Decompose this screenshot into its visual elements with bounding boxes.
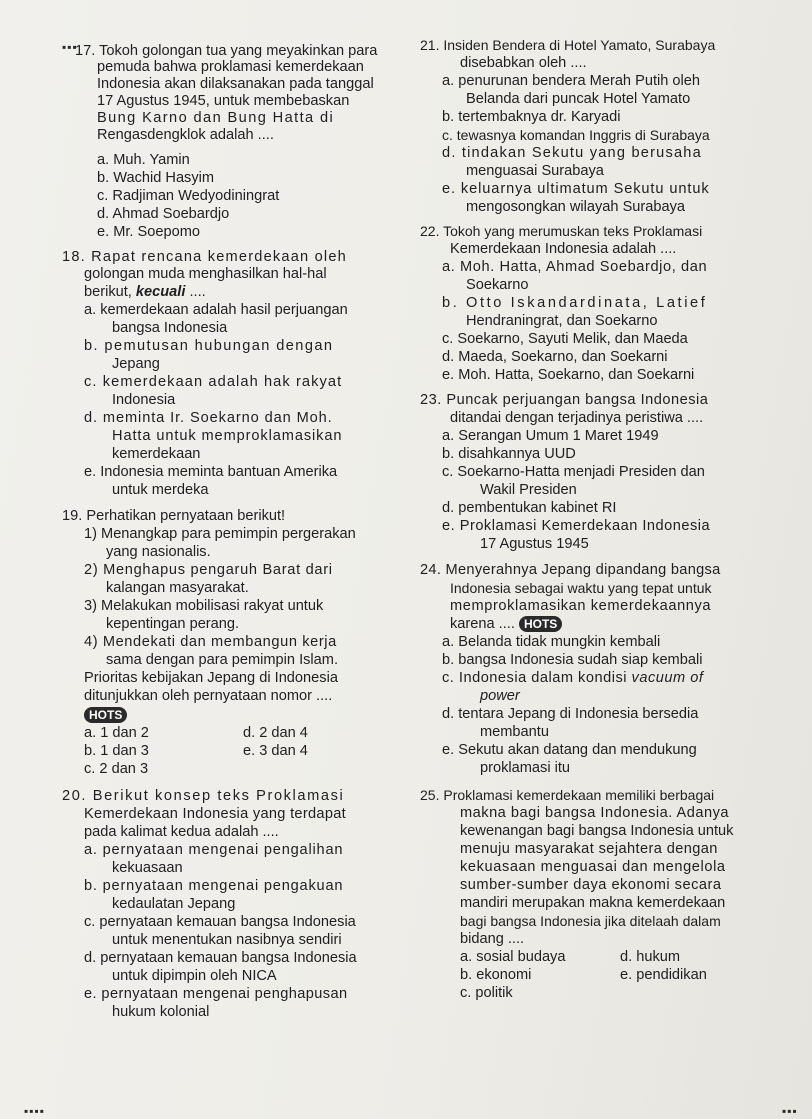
q24-stem-end: karena .... xyxy=(450,616,515,632)
q19-option[interactable]: c. 2 dan 3 xyxy=(84,761,149,777)
q19-option[interactable]: a. 1 dan 2 xyxy=(84,725,149,741)
q17-stem-line: 17 Agustus 1945, untuk membebaskan xyxy=(97,93,350,109)
q19-stem-line: 3) Melakukan mobilisasi rakyat untuk xyxy=(84,598,324,614)
q20-option-cont: kedaulatan Jepang xyxy=(112,896,236,912)
q21-option[interactable]: e. keluarnya ultimatum Sekutu untuk xyxy=(442,181,710,197)
q17-stem-line: Indonesia akan dilaksanakan pada tanggal xyxy=(97,76,374,92)
q18-option-cont: Jepang xyxy=(112,356,160,372)
q19-stem-line: 4) Mendekati dan membangun kerja xyxy=(84,634,337,650)
q22-option-cont: Soekarno xyxy=(466,277,529,293)
q17-stem-line: Rengasdengklok adalah .... xyxy=(97,127,274,143)
hots-badge: HOTS xyxy=(84,707,127,723)
q18-stem-prefix: berikut, xyxy=(84,284,132,300)
q23-stem-line: 23. Puncak perjuangan bangsa Indonesia xyxy=(420,392,709,408)
q19-option[interactable]: e. 3 dan 4 xyxy=(243,743,308,759)
q19-stem-line: 2) Menghapus pengaruh Barat dari xyxy=(84,562,333,578)
q25-option[interactable]: c. politik xyxy=(460,985,513,1001)
q20-option-cont: hukum kolonial xyxy=(112,1004,210,1020)
q20-option[interactable]: a. pernyataan mengenai pengalihan xyxy=(84,842,344,858)
q21-option[interactable]: c. tewasnya komandan Inggris di Surabaya xyxy=(442,127,710,143)
q19-hots xyxy=(84,706,127,724)
q24-stem-line: Indonesia sebagai waktu yang tepat untuk xyxy=(450,580,712,596)
q25-stem-line: makna bagi bangsa Indonesia. Adanya xyxy=(460,805,730,821)
q18-stem-end: .... xyxy=(189,284,206,300)
q17-stem-line: Bung Karno dan Bung Hatta di xyxy=(97,110,335,126)
q18-option[interactable]: a. kemerdekaan adalah hasil perjuangan xyxy=(84,302,348,318)
q21-option-cont: Belanda dari puncak Hotel Yamato xyxy=(466,91,691,107)
q18-option-cont: Indonesia xyxy=(112,392,176,408)
q24-option[interactable]: e. Sekutu akan datang dan mendukung xyxy=(442,742,697,758)
q17-option[interactable]: c. Radjiman Wedyodiningrat xyxy=(97,188,280,204)
q20-stem-line: 20. Berikut konsep teks Proklamasi xyxy=(62,788,345,804)
q25-stem-line: bidang .... xyxy=(460,931,525,947)
q19-stem-line: 19. Perhatikan pernyataan berikut! xyxy=(62,508,286,524)
q24-option-cont: proklamasi itu xyxy=(480,760,571,776)
decorative-dots: ▪▪▪▪ xyxy=(24,1104,46,1118)
q20-option-cont: untuk menentukan nasibnya sendiri xyxy=(112,932,342,948)
q18-option[interactable]: c. kemerdekaan adalah hak rakyat xyxy=(84,374,343,390)
q18-option-cont: Hatta untuk memproklamasikan xyxy=(112,428,343,444)
decorative-dots: ▪▪▪ xyxy=(782,1104,798,1118)
q18-option-cont: kemerdekaan xyxy=(112,446,201,462)
q23-option[interactable]: a. Serangan Umum 1 Maret 1949 xyxy=(442,428,659,444)
q24-option-c-italic: vacuum of xyxy=(631,670,704,686)
q25-option[interactable]: d. hukum xyxy=(620,949,681,965)
q24-option[interactable]: b. bangsa Indonesia sudah siap kembali xyxy=(442,652,703,668)
q21-stem-line: 21. Insiden Bendera di Hotel Yamato, Surabaya xyxy=(420,37,716,53)
q18-kecuali: kecuali xyxy=(135,284,186,300)
q18-stem-line: golongan muda menghasilkan hal-hal xyxy=(84,266,327,282)
q25-option[interactable]: a. sosial budaya xyxy=(460,949,566,965)
q23-option[interactable]: b. disahkannya UUD xyxy=(442,446,576,462)
q23-option[interactable]: e. Proklamasi Kemerdekaan Indonesia xyxy=(442,518,711,534)
q22-stem-line: 22. Tokoh yang merumuskan teks Proklamasi xyxy=(420,223,703,239)
q20-option[interactable]: d. pernyataan kemauan bangsa Indonesia xyxy=(84,950,357,966)
q22-option[interactable]: a. Moh. Hatta, Ahmad Soebardjo, dan xyxy=(442,259,708,275)
q23-option[interactable]: c. Soekarno-Hatta menjadi Presiden dan xyxy=(442,464,705,480)
q17-option[interactable]: a. Muh. Yamin xyxy=(97,152,190,168)
q17-option[interactable]: e. Mr. Soepomo xyxy=(97,224,201,240)
q22-option[interactable]: c. Soekarno, Sayuti Melik, dan Maeda xyxy=(442,331,688,347)
q21-option-cont: menguasai Surabaya xyxy=(466,163,604,179)
q17-stem-line: pemuda bahwa proklamasi kemerdekaan xyxy=(97,59,364,75)
q22-option[interactable]: d. Maeda, Soekarno, dan Soekarni xyxy=(442,349,668,365)
q25-option[interactable]: e. pendidikan xyxy=(620,967,707,983)
q20-option-cont: kekuasaan xyxy=(112,860,183,876)
q20-stem-line: Kemerdekaan Indonesia yang terdapat xyxy=(84,806,347,822)
q20-stem-line: pada kalimat kedua adalah .... xyxy=(84,824,279,840)
q24-stem-line: memproklamasikan kemerdekaannya xyxy=(450,598,712,614)
q19-option[interactable]: d. 2 dan 4 xyxy=(243,725,308,741)
q17-option[interactable]: b. Wachid Hasyim xyxy=(97,170,215,186)
q21-stem-line: disebabkan oleh .... xyxy=(460,55,587,71)
q19-option[interactable]: b. 1 dan 3 xyxy=(84,743,149,759)
q18-stem-line-last xyxy=(84,283,206,301)
q25-stem-line: sumber-sumber daya ekonomi secara xyxy=(460,877,722,893)
q18-option[interactable]: d. meminta Ir. Soekarno dan Moh. xyxy=(84,410,333,426)
q18-option[interactable]: b. pemutusan hubungan dengan xyxy=(84,338,334,354)
q24-option-cont: membantu xyxy=(480,724,549,740)
q24-stem-line-last xyxy=(450,615,562,633)
q22-option[interactable]: b. Otto Iskandardinata, Latief xyxy=(442,295,708,311)
q17-option[interactable]: d. Ahmad Soebardjo xyxy=(97,206,230,222)
q24-option[interactable]: a. Belanda tidak mungkin kembali xyxy=(442,634,661,650)
q25-option[interactable]: b. ekonomi xyxy=(460,967,532,983)
q20-option-cont: untuk dipimpin oleh NICA xyxy=(112,968,277,984)
q20-option[interactable]: b. pernyataan mengenai pengakuan xyxy=(84,878,344,894)
hots-badge: HOTS xyxy=(519,616,562,632)
q25-stem-line: bagi bangsa Indonesia jika ditelaah dalam xyxy=(460,913,721,929)
q19-stem-line: ditunjukkan oleh pernyataan nomor .... xyxy=(84,688,333,704)
q25-stem-line: 25. Proklamasi kemerdekaan memiliki berbagai xyxy=(420,787,715,803)
q21-option[interactable]: b. tertembaknya dr. Karyadi xyxy=(442,109,621,125)
q18-option-cont: bangsa Indonesia xyxy=(112,320,228,336)
q25-stem-line: mandiri merupakan makna kemerdekaan xyxy=(460,895,726,911)
q24-option[interactable]: d. tentara Jepang di Indonesia bersedia xyxy=(442,706,699,722)
q19-stem-line: Prioritas kebijakan Jepang di Indonesia xyxy=(84,670,338,686)
q24-option-c-text: c. Indonesia dalam kondisi xyxy=(442,670,627,686)
q18-option[interactable]: e. Indonesia meminta bantuan Amerika xyxy=(84,464,338,480)
q23-stem-line: ditandai dengan terjadinya peristiwa .... xyxy=(450,410,704,426)
q18-option-cont: untuk merdeka xyxy=(112,482,209,498)
q23-option[interactable]: d. pembentukan kabinet RI xyxy=(442,500,617,516)
q19-stem-line: kepentingan perang. xyxy=(106,616,240,632)
q22-option-cont: Hendraningrat, dan Soekarno xyxy=(466,313,658,329)
q21-option[interactable]: a. penurunan bendera Merah Putih oleh xyxy=(442,73,701,89)
q20-option[interactable]: c. pernyataan kemauan bangsa Indonesia xyxy=(84,914,356,930)
q24-stem-line: 24. Menyerahnya Jepang dipandang bangsa xyxy=(420,562,721,578)
q22-option[interactable]: e. Moh. Hatta, Soekarno, dan Soekarni xyxy=(442,367,695,383)
q21-option[interactable]: d. tindakan Sekutu yang berusaha xyxy=(442,145,702,161)
q23-option-cont: 17 Agustus 1945 xyxy=(480,536,589,552)
q18-stem-line: 18. Rapat rencana kemerdekaan oleh xyxy=(62,249,348,265)
q19-stem-line: sama dengan para pemimpin Islam. xyxy=(106,652,338,668)
q20-option[interactable]: e. pernyataan mengenai penghapusan xyxy=(84,986,348,1002)
q25-stem-line: kewenangan bagi bangsa Indonesia untuk xyxy=(460,823,734,839)
q25-stem-line: kekuasaan menguasai dan mengelola xyxy=(460,859,726,875)
q24-option-cont: power xyxy=(480,688,520,704)
q17-stem-line: 17. Tokoh golongan tua yang meyakinkan para xyxy=(75,43,378,59)
q21-option-cont: mengosongkan wilayah Surabaya xyxy=(466,199,686,215)
q19-stem-line: kalangan masyarakat. xyxy=(106,580,249,596)
q24-option[interactable] xyxy=(442,669,703,687)
q25-stem-line: menuju masyarakat sejahtera dengan xyxy=(460,841,718,857)
q19-stem-line: yang nasionalis. xyxy=(106,544,211,560)
q23-option-cont: Wakil Presiden xyxy=(480,482,577,498)
q19-stem-line: 1) Menangkap para pemimpin pergerakan xyxy=(84,526,356,542)
decorative-dots: ▪▪▪ xyxy=(62,40,78,54)
q22-stem-line: Kemerdekaan Indonesia adalah .... xyxy=(450,241,677,257)
